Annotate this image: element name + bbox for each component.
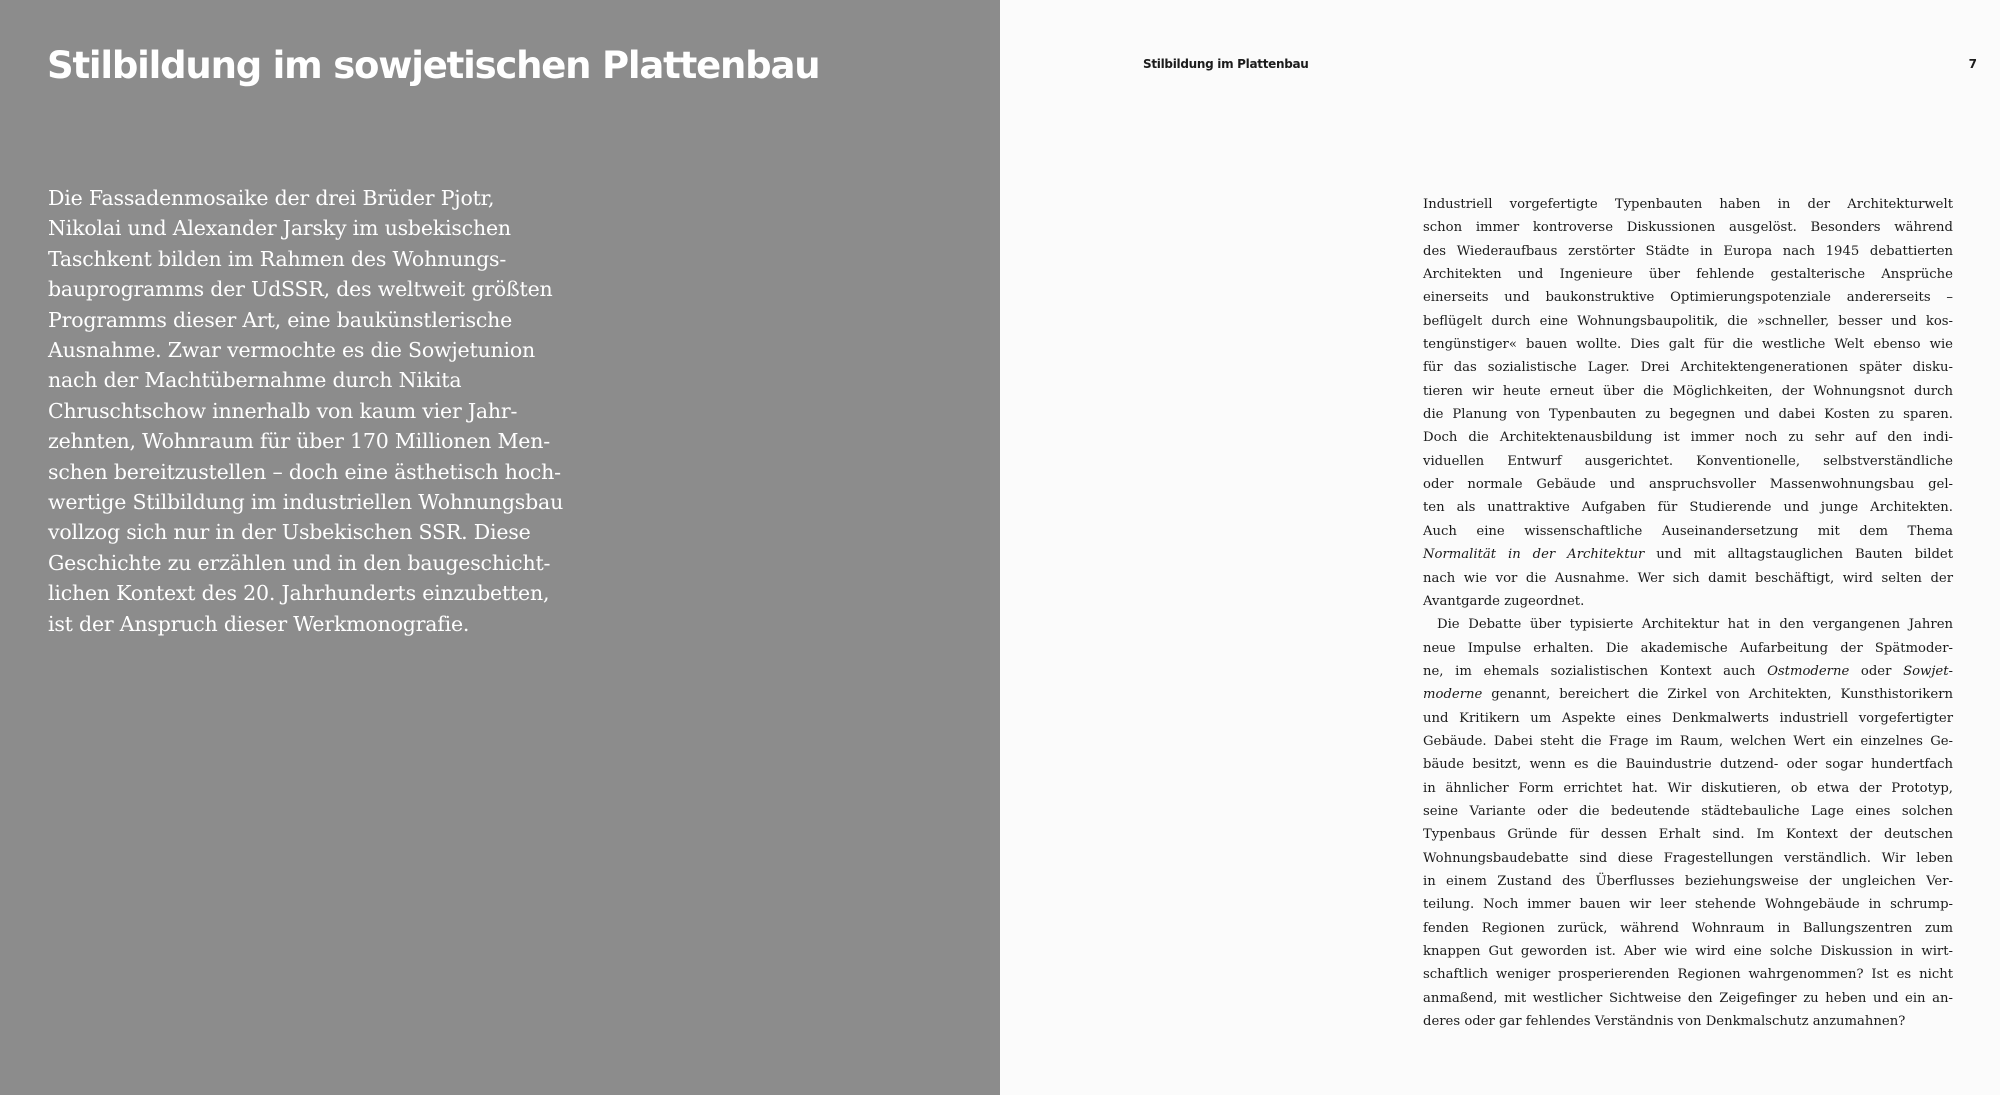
body-line: die Planung von Typenbauten zu begegnen und dabei Kosten zu sparen. [1423, 407, 1953, 423]
italic-term: Normalität in der Architektur [1423, 547, 1645, 563]
body-line: tengünstiger« bauen wollte. Dies galt für die westliche Welt ebenso wie [1423, 337, 1953, 353]
body-line: Avantgarde zugeordnet. [1423, 593, 1585, 609]
body-line: ten als unattraktive Aufgaben für Studierende und junge Architekten. [1423, 500, 1953, 516]
page-number: 7 [1968, 57, 1977, 71]
body-line: des Wiederaufbaus zerstörter Städte in Europa nach 1945 debattierten [1423, 243, 1953, 259]
body-line: Wohnungsbaudebatte sind diese Fragestellungen verständlich. Wir leben [1423, 850, 1953, 866]
intro-line: Programms dieser Art, eine baukünstlerische [48, 307, 513, 332]
body-line: viduellen Entwurf ausgerichtet. Konventionelle, selbstverständliche [1423, 453, 1953, 469]
body-line: in einem Zustand des Überflusses beziehungsweise der ungleichen Ver- [1423, 873, 1953, 889]
body-line: knappen Gut geworden ist. Aber wie wird eine solche Diskussion in wirt- [1423, 944, 1953, 959]
intro-line: Chruschtschow innerhalb von kaum vier Jahr- [48, 398, 518, 423]
body-line: schaftlich weniger prosperierenden Regionen wahrgenommen? Ist es nicht [1423, 967, 1953, 983]
running-head: Stilbildung im Plattenbau [1143, 57, 1309, 71]
body-line: nach wie vor die Ausnahme. Wer sich damit beschäftigt, wird selten der [1423, 570, 1953, 586]
body-line: Auch eine wissenschaftliche Auseinandersetzung mit dem Thema [1423, 523, 1953, 539]
body-line: Doch die Architektenausbildung ist immer noch zu sehr auf den indi- [1423, 430, 1953, 446]
body-line: einerseits und baukonstruktive Optimierungspotenziale andererseits – [1423, 290, 1953, 306]
body-fragment: ne, im ehemals sozialistischen Kontext auch [1423, 663, 1768, 679]
intro-line: Ausnahme. Zwar vermochte es die Sowjetunion [48, 338, 536, 363]
body-text [1423, 193, 1953, 1033]
body-line: Die Debatte über typisierte Architektur hat in den vergangenen Jahren [1437, 617, 1953, 633]
body-line: neue Impulse erhalten. Die akademische Aufarbeitung der Spätmoder- [1423, 640, 1953, 656]
body-fragment: genannt, bereichert die Zirkel von Architekten, Kunsthistorikern [1482, 687, 1953, 703]
intro-line: wertige Stilbildung im industriellen Wohnungsbau [48, 490, 564, 515]
intro-line: lichen Kontext des 20. Jahrhunderts einzubetten, [48, 581, 550, 606]
italic-term: moderne [1423, 687, 1483, 703]
body-fragment: und mit alltagstauglichen Bauten bildet [1644, 547, 1954, 563]
chapter-title: Stilbildung im sowjetischen Plattenbau [47, 44, 820, 87]
intro-line: zehnten, Wohnraum für über 170 Millionen Men- [48, 429, 550, 454]
body-line: tieren wir heute erneut über die Möglichkeiten, der Wohnungsnot durch [1423, 383, 1953, 399]
body-line: bäude besitzt, wenn es die Bauindustrie dutzend- oder sogar hundertfach [1423, 757, 1953, 773]
body-fragment: oder [1849, 663, 1904, 679]
body-line: und Kritikern um Aspekte eines Denkmalwerts industriell vorgefertigter [1423, 710, 1953, 726]
intro-line: bauprogramms der UdSSR, des weltweit größten [48, 277, 553, 302]
body-line: Gebäude. Dabei steht die Frage im Raum, welchen Wert ein einzelnes Ge- [1423, 733, 1953, 749]
body-line [1423, 683, 1953, 706]
body-line: seine Variante oder die bedeutende städtebauliche Lage eines solchen [1423, 803, 1953, 819]
body-line: deres oder gar fehlendes Verständnis von Denkmalschutz anzumahnen? [1423, 1014, 1906, 1030]
intro-paragraph [48, 183, 628, 639]
italic-term: Ostmoderne [1767, 663, 1850, 679]
intro-line: schen bereitzustellen – doch eine ästhetisch hoch- [48, 459, 561, 484]
body-line: Typenbaus Gründe für dessen Erhalt sind. Im Kontext der deutschen [1423, 827, 1953, 843]
body-line: schon immer kontroverse Diskussionen ausgelöst. Besonders während [1423, 220, 1953, 236]
intro-line: Die Fassadenmosaike der drei Brüder Pjotr, [48, 186, 495, 210]
intro-line: ist der Anspruch dieser Werkmonografie. [48, 611, 470, 636]
body-line [1423, 543, 1953, 566]
body-line: teilung. Noch immer bauen wir leer stehende Wohngebäude in schrump- [1423, 897, 1953, 913]
body-line: fenden Regionen zurück, während Wohnraum in Ballungszentren zum [1423, 920, 1953, 936]
intro-line: Geschichte zu erzählen und in den baugeschicht- [48, 550, 551, 575]
italic-term: Sowjet- [1903, 663, 1953, 679]
body-line: Industriell vorgefertigte Typenbauten haben in der Architekturwelt [1423, 197, 1953, 212]
intro-line: Nikolai und Alexander Jarsky im usbekischen [48, 216, 511, 241]
body-line: Architekten und Ingenieure über fehlende gestalterische Ansprüche [1423, 267, 1953, 283]
body-line: in ähnlicher Form errichtet hat. Wir diskutieren, ob etwa der Prototyp, [1423, 780, 1953, 796]
body-line [1423, 660, 1953, 683]
body-line: beflügelt durch eine Wohnungsbaupolitik, die »schneller, besser und kos- [1423, 313, 1953, 329]
body-line: für das sozialistische Lager. Drei Architektengenerationen später disku- [1423, 360, 1953, 376]
body-line: oder normale Gebäude und anspruchsvoller Massenwohnungsbau gel- [1423, 477, 1953, 493]
intro-line: nach der Machtübernahme durch Nikita [48, 368, 462, 393]
right-page [1000, 0, 2000, 1095]
body-line: anmaßend, mit westlicher Sichtweise den Zeigefinger zu heben und ein an- [1423, 990, 1953, 1006]
intro-line: vollzog sich nur in der Usbekischen SSR. Diese [48, 520, 531, 545]
intro-line: Taschkent bilden im Rahmen des Wohnungs- [48, 246, 507, 271]
